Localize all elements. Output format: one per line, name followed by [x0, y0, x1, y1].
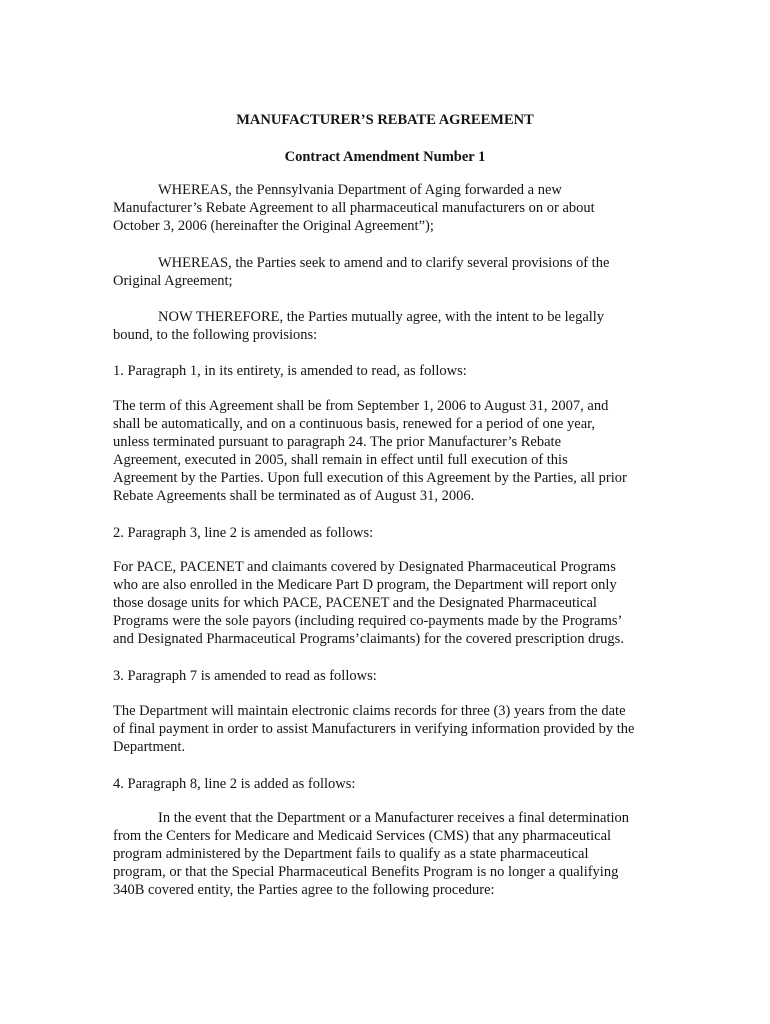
document-subtitle: Contract Amendment Number 1 — [284, 149, 486, 165]
amendment-body-4 — [113, 809, 661, 899]
text-line: from the Centers for Medicare and Medicaid Services (CMS) that any pharmaceutical — [113, 828, 612, 844]
now-therefore-paragraph — [113, 308, 661, 344]
text-line: The term of this Agreement shall be from September 1, 2006 to August 31, 2007, and — [113, 398, 609, 414]
text-line: who are also enrolled in the Medicare Part D program, the Department will report only — [113, 577, 617, 593]
text-line: of final payment in order to assist Manufacturers in verifying information provided by the — [113, 721, 635, 737]
text-line: those dosage units for which PACE, PACENET and the Designated Pharmaceutical — [113, 595, 597, 611]
text-line: 4. Paragraph 8, line 2 is added as follows: — [113, 776, 356, 792]
amendment-heading-3 — [113, 667, 661, 685]
whereas-paragraph-1 — [113, 181, 661, 235]
text-line: unless terminated pursuant to paragraph 24. The prior Manufacturer’s Rebate — [113, 434, 562, 450]
text-line: Agreement by the Parties. Upon full execution of this Agreement by the Parties, all prior — [113, 470, 627, 486]
amendment-body-3 — [113, 702, 661, 756]
text-line: WHEREAS, the Parties seek to amend and to clarify several provisions of the — [158, 255, 610, 271]
text-line: program administered by the Department fails to qualify as a state pharmaceutical — [113, 846, 589, 862]
text-line: Agreement, executed in 2005, shall remain in effect until full execution of this — [113, 452, 568, 468]
text-line: The Department will maintain electronic claims records for three (3) years from the date — [113, 703, 626, 719]
text-line: Programs were the sole payors (including required co-payments made by the Programs’ — [113, 613, 623, 629]
text-line: Original Agreement; — [113, 273, 233, 289]
text-line: 2. Paragraph 3, line 2 is amended as follows: — [113, 525, 374, 541]
text-line: bound, to the following provisions: — [113, 327, 318, 343]
whereas-paragraph-2 — [113, 254, 661, 290]
text-line: 3. Paragraph 7 is amended to read as follows: — [113, 668, 377, 684]
amendment-body-1 — [113, 397, 661, 505]
text-line: program, or that the Special Pharmaceutical Benefits Program is no longer a qualifying — [113, 864, 619, 880]
amendment-heading-4 — [113, 775, 661, 793]
amendment-body-2 — [113, 558, 661, 648]
text-line: Rebate Agreements shall be terminated as of August 31, 2006. — [113, 488, 475, 504]
text-line: October 3, 2006 (hereinafter the Original Agreement”); — [113, 218, 434, 234]
document-title: MANUFACTURER’S REBATE AGREEMENT — [236, 112, 534, 128]
text-line: 1. Paragraph 1, in its entirety, is amended to read, as follows: — [113, 363, 467, 379]
text-line: WHEREAS, the Pennsylvania Department of Aging forwarded a new — [158, 182, 562, 198]
amendment-heading-2 — [113, 524, 661, 542]
text-line: In the event that the Department or a Manufacturer receives a final determination — [158, 810, 630, 826]
text-line: Department. — [113, 739, 186, 755]
text-line: shall be automatically, and on a continuous basis, renewed for a period of one year, — [113, 416, 596, 432]
text-line: NOW THEREFORE, the Parties mutually agree, with the intent to be legally — [158, 309, 605, 325]
text-line: and Designated Pharmaceutical Programs’claimants) for the covered prescription drugs. — [113, 631, 624, 647]
text-line: For PACE, PACENET and claimants covered by Designated Pharmaceutical Programs — [113, 559, 616, 575]
amendment-heading-1 — [113, 362, 661, 380]
text-line: 340B covered entity, the Parties agree to the following procedure: — [113, 882, 495, 898]
text-line: Manufacturer’s Rebate Agreement to all pharmaceutical manufacturers on or about — [113, 200, 595, 216]
